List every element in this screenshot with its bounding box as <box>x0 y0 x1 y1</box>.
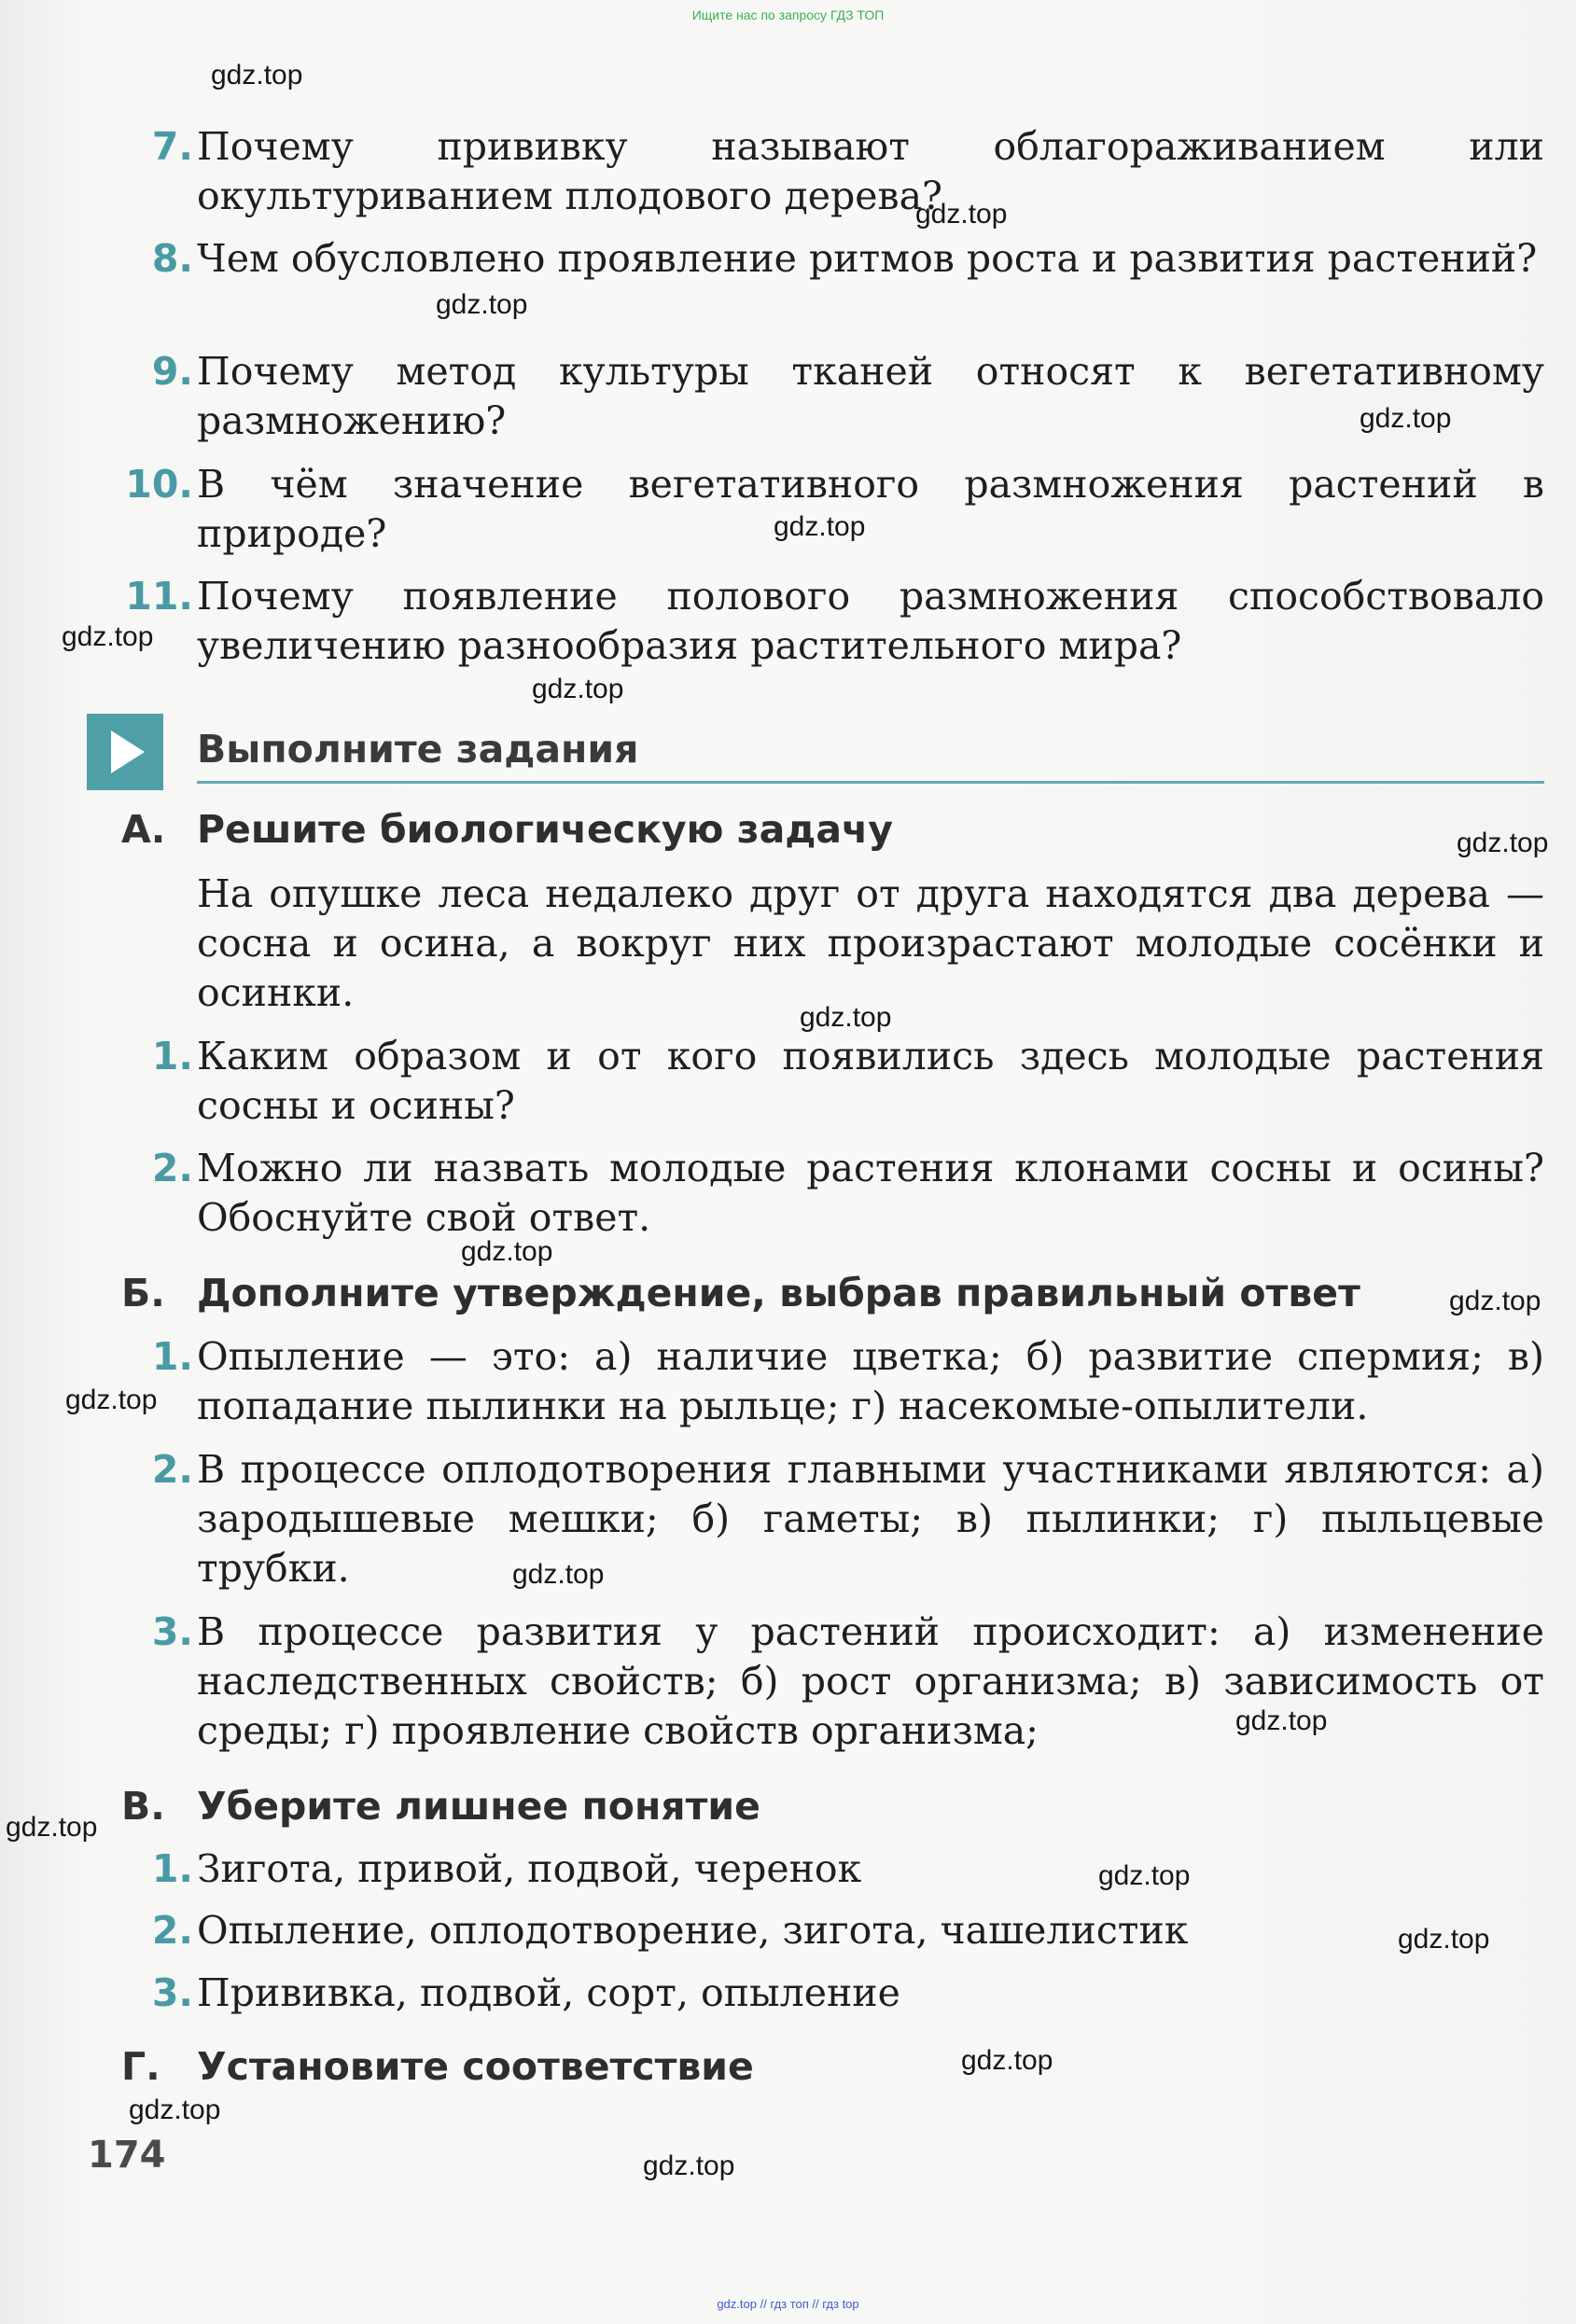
watermark: gdz.top <box>1098 1860 1191 1891</box>
question-text: Почему появление полового размножения способствовало увеличению разнообразия растительного мира? <box>197 574 1544 668</box>
item-number: 1. <box>151 1034 193 1079</box>
question-text: Почему прививку называют облагораживанием или окультуриванием плодового дерева? <box>197 124 1544 218</box>
item-text: В процессе развития у растений происходит: а) изменение наследственных свойств; б) рост организма; в) зависимость от среды; г) проявление свойств организма; <box>197 1609 1544 1753</box>
item-text: Каким образом и от кого появились здесь молодые растения сосны и осины? <box>197 1034 1544 1128</box>
item-text: В процессе оплодотворения главными участниками являются: а) зародышевые мешки; б) гаметы; в) пылинки; г) пыльцевые трубки. <box>197 1447 1544 1591</box>
question-number: 11. <box>125 574 193 619</box>
part-letter: Б. <box>121 1271 165 1315</box>
watermark: gdz.top <box>6 1812 98 1843</box>
problem-text: На опушке леса недалеко друг от друга находятся два дерева — сосна и осина, а вокруг них произрастают молодые сосёнки и осинки. <box>197 871 1544 1015</box>
watermark: gdz.top <box>512 1559 605 1590</box>
item-number: 2. <box>151 1908 193 1953</box>
watermark: gdz.top <box>62 621 154 652</box>
item-number: 1. <box>151 1846 193 1891</box>
item-number: 1. <box>151 1334 193 1379</box>
question-text: Чем обусловлено проявление ритмов роста и развития растений? <box>197 236 1538 281</box>
part-g-heading: Установите соответствие <box>197 2044 754 2089</box>
item-text: Опыление — это: а) наличие цветка; б) развитие спермия; в) попадание пылинки на рыльце; г) насекомые-опылители. <box>197 1334 1544 1428</box>
watermark: gdz.top <box>915 199 1008 230</box>
watermark: gdz.top <box>1360 403 1452 434</box>
item-number: 3. <box>151 1609 193 1654</box>
part-letter: В. <box>121 1784 165 1829</box>
top-banner[interactable]: Ищите нас по запросу ГДЗ ТОП <box>691 7 885 22</box>
item-text: Зигота, привой, подвой, черенок <box>197 1846 862 1891</box>
watermark: gdz.top <box>774 511 866 542</box>
watermark: gdz.top <box>1235 1705 1328 1736</box>
part-b-heading: Дополните утверждение, выбрав правильный ответ <box>197 1271 1360 1315</box>
item-text: Опыление, оплодотворение, зигота, чашелистик <box>197 1908 1189 1953</box>
part-v-heading: Уберите лишнее понятие <box>197 1784 760 1829</box>
page-number: 174 <box>88 2134 166 2177</box>
part-a-heading: Решите биологическую задачу <box>197 807 893 852</box>
question-text: Почему метод культуры тканей относят к вегетативному размножению? <box>197 349 1544 443</box>
question-text: В чём значение вегетативного размножения растений в природе? <box>197 462 1544 556</box>
watermark: gdz.top <box>65 1385 158 1415</box>
section-title: Выполните задания <box>197 727 639 772</box>
watermark: gdz.top <box>1457 828 1549 858</box>
bottom-banner[interactable]: gdz.top // гдз топ // гдз top <box>717 2297 859 2311</box>
tasks-section-header <box>87 714 1544 790</box>
question-number: 8. <box>151 236 193 281</box>
watermark: gdz.top <box>1398 1924 1490 1955</box>
watermark: gdz.top <box>800 1002 892 1033</box>
part-letter: Г. <box>121 2044 160 2089</box>
item-number: 2. <box>151 1146 193 1190</box>
watermark: gdz.top <box>1449 1286 1541 1316</box>
item-text: Можно ли назвать молодые растения клонами сосны и осины? Обоснуйте свой ответ. <box>197 1146 1544 1240</box>
watermark: gdz.top <box>961 2045 1053 2076</box>
part-letter: А. <box>121 807 166 852</box>
item-number: 2. <box>151 1447 193 1492</box>
watermark: gdz.top <box>532 674 624 704</box>
section-divider <box>197 781 1544 784</box>
watermark: gdz.top <box>461 1236 553 1267</box>
item-number: 3. <box>151 1970 193 2015</box>
item-text: Прививка, подвой, сорт, опыление <box>197 1970 900 2015</box>
question-number: 7. <box>151 124 193 169</box>
play-icon <box>87 714 163 790</box>
watermark: gdz.top <box>436 289 528 320</box>
watermark: gdz.top <box>643 2150 735 2181</box>
question-number: 9. <box>151 349 193 394</box>
watermark: gdz.top <box>211 60 303 90</box>
watermark: gdz.top <box>129 2094 221 2125</box>
question-number: 10. <box>125 462 193 507</box>
